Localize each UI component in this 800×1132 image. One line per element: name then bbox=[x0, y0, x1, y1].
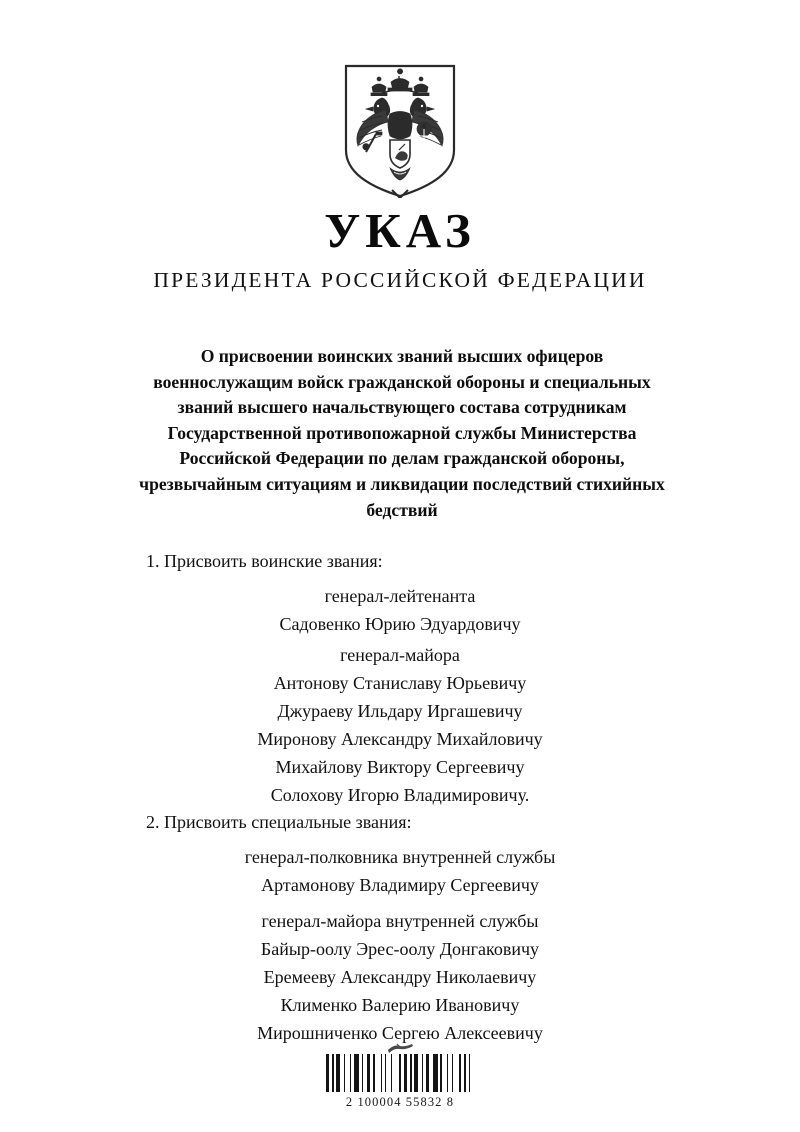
list-item: Солохову Игорю Владимировичу. bbox=[270, 785, 530, 805]
rank-label: генерал-лейтенанта bbox=[324, 586, 476, 606]
list-item: Байыр-оолу Эрес-оолу Донгаковичу bbox=[260, 939, 540, 959]
list-item: Еремееву Александру Николаевичу bbox=[263, 967, 537, 987]
heading-line: Российской Федерации по делам гражданской обороны, bbox=[179, 448, 625, 469]
list-item: Садовенко Юрию Эдуардовичу bbox=[279, 614, 521, 634]
clause-title: 2. Присвоить специальные звания: bbox=[146, 812, 412, 832]
heading-line: бедствий bbox=[366, 499, 438, 520]
name-list bbox=[120, 610, 680, 638]
rank-label: генерал-майора внутренней службы bbox=[261, 911, 539, 931]
clause-2-group-2 bbox=[120, 899, 680, 1047]
list-item: Клименко Валерию Ивановичу bbox=[280, 995, 520, 1015]
barcode-area bbox=[0, 1042, 800, 1110]
list-item: Артамонову Владимиру Сергеевичу bbox=[261, 875, 539, 895]
rank-label: генерал-полковника внутренней службы bbox=[244, 847, 556, 867]
clause-2 bbox=[0, 809, 800, 1047]
clause-title: 1. Присвоить воинские звания: bbox=[146, 551, 383, 571]
heading-line: чрезвычайным ситуациям и ликвидации последствий стихийных bbox=[139, 473, 665, 494]
page-title: УКАЗ bbox=[324, 203, 476, 258]
clause-1-group-1 bbox=[120, 574, 680, 638]
heading-line: военнослужащим войск гражданской обороны и специальных bbox=[153, 371, 651, 392]
clause-1-group-2 bbox=[120, 638, 680, 809]
rank-label: генерал-майора bbox=[340, 645, 460, 665]
barcode-bars bbox=[326, 1054, 474, 1092]
list-item: Джураеву Ильдару Иргашевичу bbox=[277, 701, 523, 721]
russian-federation-coat-of-arms-icon bbox=[342, 62, 458, 198]
barcode-number: 2 100004 55832 8 bbox=[345, 1095, 455, 1109]
page-subtitle: ПРЕЗИДЕНТА РОССИЙСКОЙ ФЕДЕРАЦИИ bbox=[153, 268, 647, 292]
heading-line: званий высшего начальствующего состава сотрудникам bbox=[177, 397, 627, 418]
list-item: Михайлову Виктору Сергеевичу bbox=[275, 757, 525, 777]
emblem-container bbox=[0, 62, 800, 198]
heading-line: Государственной противопожарной службы Министерства bbox=[167, 422, 637, 443]
list-item: Миронову Александру Михайловичу bbox=[257, 729, 543, 749]
name-list bbox=[120, 669, 680, 809]
document-heading bbox=[95, 344, 709, 523]
document-body bbox=[0, 548, 800, 1047]
clause-2-group-1 bbox=[120, 835, 680, 899]
name-list bbox=[120, 935, 680, 1047]
name-list bbox=[120, 871, 680, 899]
list-item: Антонову Станиславу Юрьевичу bbox=[273, 673, 527, 693]
ink-smudge-icon bbox=[385, 1042, 415, 1053]
list-item: Мирошниченко Сергею Алексеевичу bbox=[257, 1023, 543, 1043]
heading-line: О присвоении воинских званий высших офицеров bbox=[200, 346, 604, 366]
clause-1 bbox=[0, 548, 800, 809]
